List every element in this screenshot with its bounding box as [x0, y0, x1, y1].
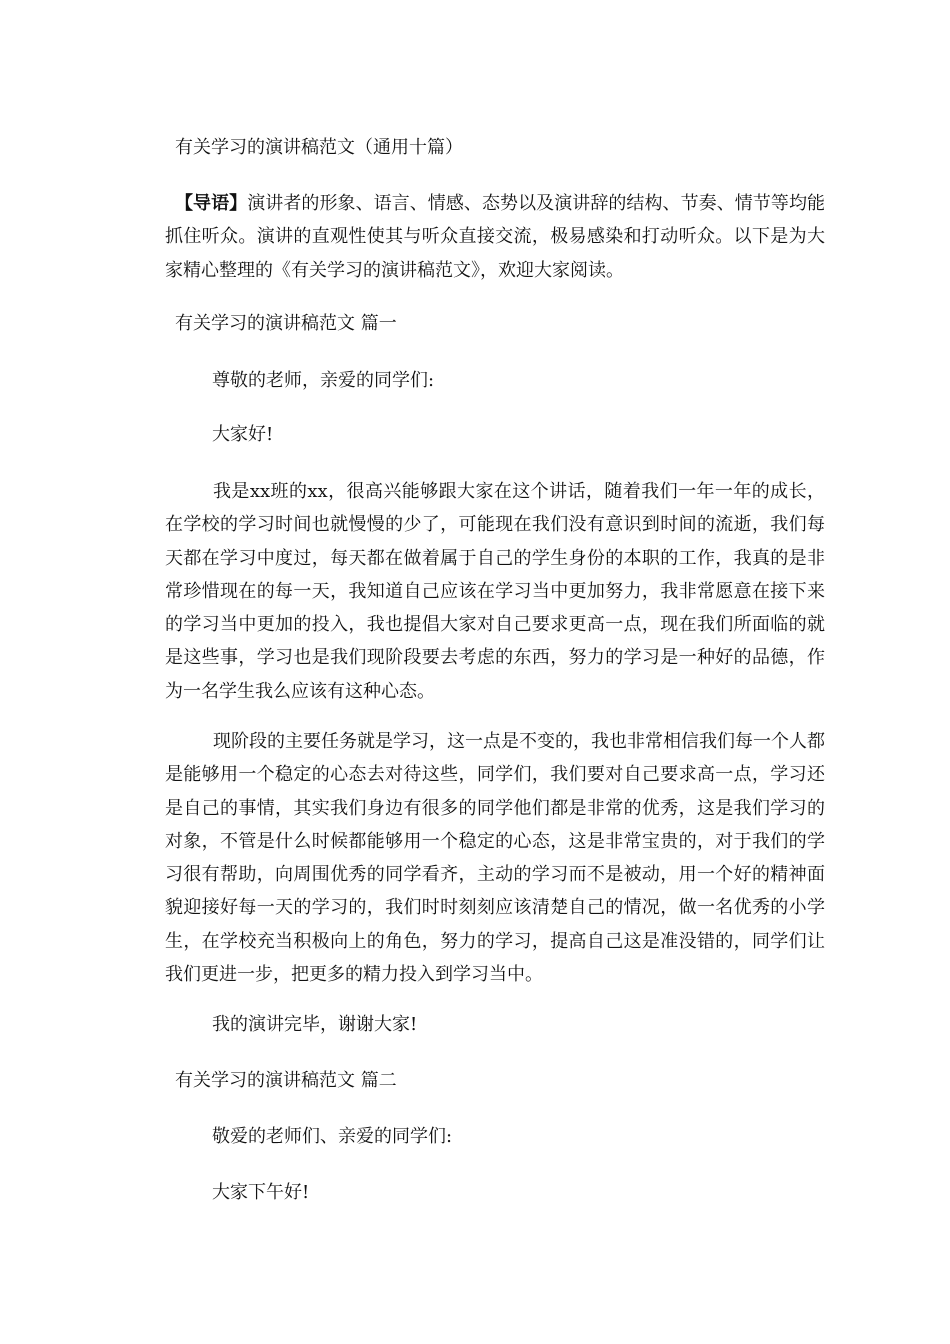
section-2-heading: 有关学习的演讲稿范文 篇二 [175, 1070, 397, 1091]
section-1-greeting: 大家好! [212, 424, 274, 445]
section-1-closing: 我的演讲完毕，谢谢大家! [212, 1014, 418, 1035]
document-title: 有关学习的演讲稿范文（通用十篇） [175, 137, 463, 158]
section-1-paragraph-2: 现阶段的主要任务就是学习，这一点是不变的，我也非常相信我们每一个人都是能够用一个稳定的心态去对待这些，同学们，我们要对自己要求高一点，学习还是自己的事情，其实我们身边有很多的同学他们都是非常的优秀，这是我们学习的对象，不管是什么时候都能够用一个稳定的心态，这是非常宝贵的，对于我们的学习很有帮助，向周围优秀的同学看齐，主动的学习而不是被动，用一个好的精神面貌迎接好每一天的学习的，我们时时刻刻应该清楚自己的情况，做一名优秀的小学生，在学校充当积极向上的角色，努力的学习，提高自己这是准没错的，同学们让我们更进一步，把更多的精力投入到学习当中。 [165, 731, 825, 986]
section-1-salutation: 尊敬的老师，亲爱的同学们: [212, 370, 435, 391]
intro-tag: 【导语】 [175, 193, 248, 214]
intro-text: 演讲者的形象、语言、情感、态势以及演讲辞的结构、节奏、情节等均能抓住听众。演讲的直观性使其与听众直接交流，极易感染和打动听众。以下是为大家精心整理的《有关学习的演讲稿范文》，欢迎大家阅读。 [165, 193, 826, 281]
section-2-salutation: 敬爱的老师们、亲爱的同学们: [212, 1126, 453, 1147]
section-1-paragraph-1: 我是xx班的xx，很高兴能够跟大家在这个讲话，随着我们一年一年的成长，在学校的学习时间也就慢慢的少了，可能现在我们没有意识到时间的流逝，我们每天都在学习中度过，每天都在做着属于自己的学生身份的本职的工作，我真的是非常珍惜现在的每一天，我知道自己应该在学习当中更加努力，我非常愿意在接下来的学习当中更加的投入，我也提倡大家对自己要求更高一点，现在我们所面临的就是这些事，学习也是我们现阶段要去考虑的东西，努力的学习是一种好的品德，作为一名学生我么应该有这种心态。 [165, 481, 825, 702]
section-1-heading: 有关学习的演讲稿范文 篇一 [175, 313, 397, 334]
intro-paragraph [165, 187, 825, 287]
section-2-greeting: 大家下午好! [212, 1182, 310, 1203]
